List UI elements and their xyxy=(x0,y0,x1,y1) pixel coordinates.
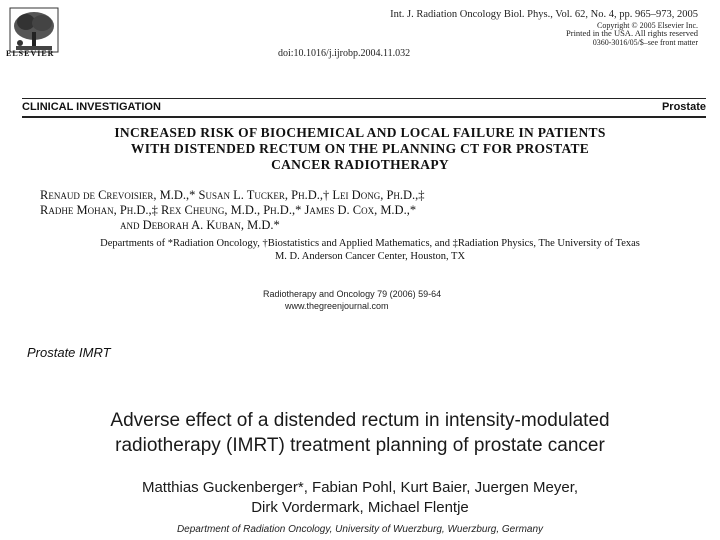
paper2-website[interactable]: www.thegreenjournal.com xyxy=(285,301,389,311)
paper2-title-line: Adverse effect of a distended rectum in intensity-modulated xyxy=(110,410,610,431)
journal-citation: Int. J. Radiation Oncology Biol. Phys., Vol. 62, No. 4, pp. 965–973, 2005 xyxy=(390,9,698,20)
copyright-line: Copyright © 2005 Elsevier Inc. xyxy=(597,21,698,30)
paper2-affiliation: Department of Radiation Oncology, University of Wuerzburg, Wuerzburg, Germany xyxy=(176,524,544,535)
paper2-authors-line: Dirk Vordermark, Michael Flentje xyxy=(251,499,469,516)
paper1-authors-line: and Deborah A. Kuban, M.D.* xyxy=(120,218,280,232)
doi[interactable]: doi:10.1016/j.ijrobp.2004.11.032 xyxy=(278,48,411,59)
publisher-name: ELSEVIER xyxy=(6,49,55,58)
paper1-title-line: INCREASED RISK OF BIOCHEMICAL AND LOCAL FAILURE IN PATIENTS xyxy=(114,125,606,140)
paper1-title-line: WITH DISTENDED RECTUM ON THE PLANNING CT FOR PROSTATE xyxy=(130,141,590,156)
paper1-affiliation-line: Departments of *Radiation Oncology, †Biostatistics and Applied Mathematics, and ‡Radiation Physics, The University of Texas xyxy=(100,238,640,249)
paper1-affiliation-line: M. D. Anderson Cancer Center, Houston, TX xyxy=(274,251,466,262)
paper2-authors xyxy=(40,478,680,518)
paper1-affiliation xyxy=(40,237,700,263)
paper2-title-line: radiotherapy (IMRT) treatment planning of prostate cancer xyxy=(115,435,605,456)
paper1-authors-line: Renaud de Crevoisier, M.D.,* Susan L. Tucker, Ph.D.,† Lei Dong, Ph.D.,‡ xyxy=(40,188,425,202)
paper2-section-label: Prostate IMRT xyxy=(27,345,111,360)
paper1-authors-line: Radhe Mohan, Ph.D.,‡ Rex Cheung, M.D., Ph.D.,* James D. Cox, M.D.,* xyxy=(40,203,417,217)
header-rule-top xyxy=(22,98,706,99)
section-label: CLINICAL INVESTIGATION xyxy=(22,101,161,113)
paper1-title-line: CANCER RADIOTHERAPY xyxy=(271,157,449,172)
printed-line: Printed in the USA. All rights reserved xyxy=(566,28,698,38)
section-topic: Prostate xyxy=(661,101,706,113)
issn-line: 0360-3016/05/$–see front matter xyxy=(592,38,698,47)
paper1-title xyxy=(40,125,680,173)
paper1-authors xyxy=(40,188,425,233)
paper2-journal: Radiotherapy and Oncology 79 (2006) 59-64 xyxy=(263,289,442,299)
paper2-authors-line: Matthias Guckenberger*, Fabian Pohl, Kurt Baier, Juergen Meyer, xyxy=(141,479,579,496)
paper2-journal-block xyxy=(263,288,441,312)
header-rule-bottom xyxy=(22,116,706,118)
paper2-title xyxy=(20,408,700,458)
